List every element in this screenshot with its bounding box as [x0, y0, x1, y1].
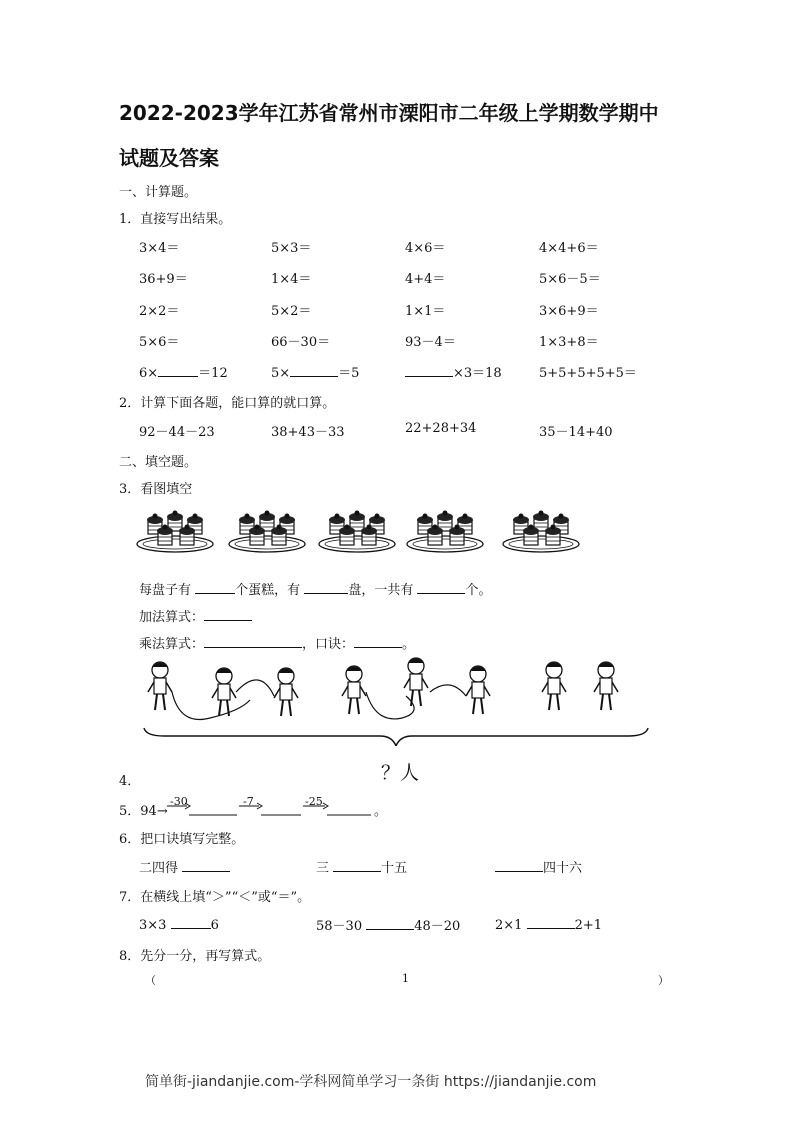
cake-plates-illustration	[135, 508, 585, 563]
q5-op: -25	[305, 795, 323, 808]
section-1-heading: 一、计算题。	[119, 185, 198, 200]
q3-text: 个。	[465, 583, 492, 598]
answer-blank[interactable]	[527, 915, 575, 929]
q3-text: 乘法算式：	[139, 637, 205, 652]
q1-fill-item	[139, 362, 228, 381]
q6-text: 二四得	[139, 861, 179, 876]
curly-brace	[144, 728, 648, 746]
q7-item	[316, 915, 460, 934]
q7-item	[139, 915, 219, 933]
q6-text: 三	[316, 861, 330, 876]
question-2-heading: 2．计算下面各题，能口算的就口算。	[119, 396, 336, 411]
question-6-heading: 6．把口诀填写完整。	[119, 832, 245, 847]
answer-blank[interactable]	[171, 915, 211, 929]
q5-op: -7	[243, 795, 254, 808]
q7-text: 2×1	[495, 918, 523, 933]
q1-item: 3×6+9＝	[539, 304, 599, 319]
answer-blank[interactable]	[290, 363, 338, 377]
q1-item: 5×6－5＝	[539, 272, 601, 287]
q5-start: 5．94	[119, 804, 157, 819]
q7-text: 2+1	[574, 918, 603, 933]
q2-item: 92－44－23	[139, 425, 215, 440]
question-3-heading: 3．看图填空	[119, 482, 193, 497]
q1-item: 4+4＝	[405, 272, 446, 287]
q1-item: 66－30＝	[271, 335, 331, 350]
q4-question-label: ？人	[381, 762, 420, 784]
question-8-heading: 8．先分一分，再写算式。	[119, 949, 271, 964]
answer-blank[interactable]	[495, 858, 543, 872]
q1-item: 5+5+5+5+5＝	[539, 366, 637, 381]
answer-blank[interactable]	[354, 634, 402, 648]
q6-item	[495, 857, 582, 876]
q5-end: 。	[374, 804, 388, 819]
q3-multiplication	[139, 633, 415, 652]
q1-item: 93－4＝	[405, 335, 456, 350]
question-4-number: 4．	[119, 774, 141, 789]
q1-item: 1×1＝	[405, 304, 446, 319]
title-line-2: 试题及答案	[119, 146, 219, 170]
q1-item: 1×3+8＝	[539, 335, 599, 350]
q1-item: 5×6＝	[139, 335, 180, 350]
footer-watermark: 简单街-jiandanjie.com-学科网简单学习一条街 https://jiandanjie.com	[145, 1074, 597, 1090]
q7-text: 6	[210, 918, 219, 933]
q5-arrow-chain	[165, 794, 375, 818]
q1-item: 4×6＝	[405, 241, 446, 256]
q1-fill-item	[271, 362, 359, 381]
answer-blank[interactable]	[195, 580, 235, 594]
kid-figure	[542, 662, 566, 710]
answer-blank[interactable]	[304, 580, 348, 594]
answer-blank[interactable]	[405, 363, 453, 377]
q7-text: 58－30	[316, 919, 363, 934]
q3-addition	[139, 606, 252, 625]
rope-right	[430, 685, 466, 696]
q1-text: 6×	[139, 366, 159, 381]
answer-blank[interactable]	[158, 363, 198, 377]
arrow-icon: →	[156, 804, 168, 819]
cake-plate	[137, 511, 213, 553]
cake-plate	[229, 511, 305, 553]
jump-rope-illustration	[140, 656, 652, 746]
question-5	[119, 800, 169, 819]
q2-item: 38+43－33	[271, 425, 345, 440]
q7-text: 48－20	[414, 919, 461, 934]
q1-item: 36+9＝	[139, 272, 188, 287]
q1-text: ＝5	[338, 366, 360, 381]
rope-left	[366, 692, 414, 719]
q1-text: ×3＝18	[453, 366, 502, 381]
q1-item: 2×2＝	[139, 304, 180, 319]
q3-text: 盘，一共有	[348, 583, 414, 598]
answer-blank[interactable]	[204, 634, 302, 648]
q3-text: 每盘子有	[139, 583, 192, 598]
title-line-1: 2022-2023学年江苏省常州市溧阳市二年级上学期数学期中	[119, 101, 659, 125]
kid-figure	[342, 666, 366, 714]
question-1-heading: 1．直接写出结果。	[119, 212, 232, 227]
kid-figure	[148, 662, 172, 710]
answer-blank[interactable]	[366, 916, 414, 930]
kid-figure	[594, 662, 618, 710]
kid-figure	[274, 668, 298, 716]
cake-plate	[319, 511, 395, 553]
q2-item: 35－14+40	[539, 425, 613, 440]
q1-item: 1×4＝	[271, 272, 312, 287]
answer-blank[interactable]	[182, 858, 230, 872]
kid-figure	[212, 668, 236, 716]
q3-text: 个蛋糕，有	[235, 583, 301, 598]
q5-op: -30	[170, 795, 188, 808]
cake-plate	[407, 511, 483, 553]
q1-item: 4×4+6＝	[539, 241, 599, 256]
section-2-heading: 二、填空题。	[119, 455, 198, 470]
q1-text: 5×	[271, 366, 291, 381]
rope-left	[172, 692, 250, 720]
q1-fill-item	[405, 362, 502, 381]
page-paren-left: （	[145, 974, 156, 987]
kid-figure	[404, 658, 428, 706]
q3-text: ，口诀：	[302, 637, 355, 652]
q6-text: 十五	[381, 861, 408, 876]
question-7-heading: 7．在横线上填“＞”“＜”或“＝”。	[119, 890, 311, 905]
q6-item	[316, 857, 407, 876]
q3-text: 。	[402, 637, 416, 652]
answer-blank[interactable]	[333, 858, 381, 872]
q2-item: 22+28+34	[405, 421, 477, 436]
rope-right	[236, 680, 274, 696]
q3-line-1	[139, 579, 491, 598]
answer-blank[interactable]	[204, 607, 252, 621]
page-paren-right: ）	[658, 974, 669, 987]
q1-text: ＝12	[198, 366, 228, 381]
q1-item: 5×3＝	[271, 241, 312, 256]
q6-item	[139, 857, 230, 876]
q6-text: 四十六	[543, 861, 583, 876]
q3-text: 加法算式：	[139, 610, 205, 625]
q1-item: 3×4＝	[139, 241, 180, 256]
page-number: 1	[402, 972, 409, 985]
q7-item	[495, 915, 602, 933]
q7-text: 3×3	[139, 918, 167, 933]
q1-item: 5×2＝	[271, 304, 312, 319]
cake-plate	[503, 511, 579, 553]
kid-figure	[466, 666, 490, 714]
answer-blank[interactable]	[417, 580, 465, 594]
